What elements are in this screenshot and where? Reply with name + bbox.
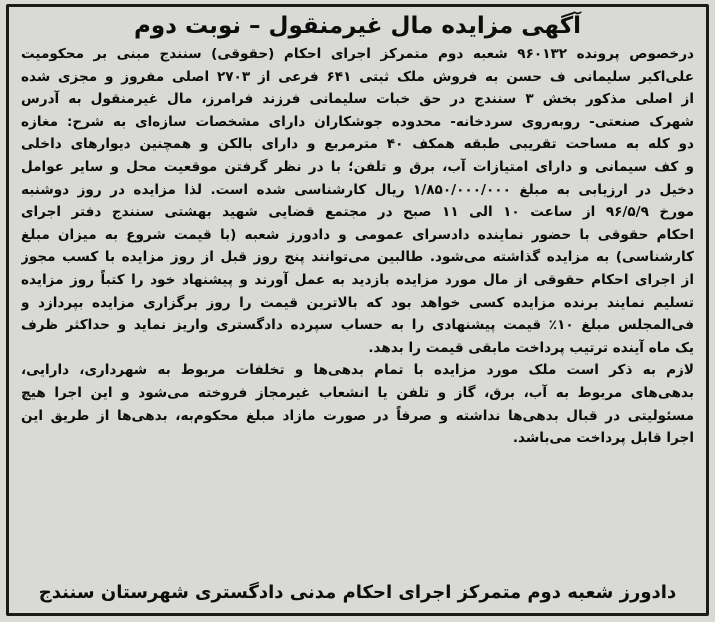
text-line: دو کله به مساحت تقریبی طبقه همکف ۴۰ مترمربع و دارای بالکن و همچنین دیوارهای داخلی bbox=[21, 136, 694, 153]
text-line: مسئولیتی در قبال بدهی‌ها نداشته و صرفاً در صورت مازاد مبلغ محکوم‌به، بدهی‌ها از طریق این bbox=[21, 407, 694, 424]
text-line: از اجرای احکام حقوقی از مال مورد مزایده بازدید به عمل آورند و پیشنهاد خود را کتباً روز مزایده bbox=[21, 271, 694, 288]
text-line: یک ماه آینده ترتیب پرداخت مابقی قیمت را بدهد. bbox=[368, 339, 694, 356]
text-line: دخیل در ارزیابی به مبلغ ۱/۸۵۰/۰۰۰/۰۰۰ ریال کارشناسی شده است. لذا مزایده در روز دوشنبه bbox=[21, 181, 694, 198]
notice-signature: دادورز شعبه دوم متمرکز اجرای احکام مدنی دادگستری شهرستان سنندج bbox=[38, 582, 677, 603]
text-line: لازم به ذکر است ملک مورد مزایده با تمام بدهی‌ها و تخلفات مربوط به شهرداری، دارایی، bbox=[21, 362, 694, 379]
notice-title: آگهی مزایده مال غیرمنقول – نوبت دوم bbox=[134, 13, 581, 39]
text-line: مورخ ۹۶/۵/۹ از ساعت ۱۰ الی ۱۱ صبح در مجتمع قضایی شهید بهشتی سنندج دفتر اجرای bbox=[21, 204, 694, 221]
text-line: کارشناسی) به مزایده گذاشته می‌شود. طالبین می‌توانند پنج روز قبل از روز مزایده با کسب مجوز bbox=[21, 249, 694, 266]
text-line: بدهی‌های مربوط به آب، برق، گاز و تلفن یا انشعاب غیرمجاز فروخته می‌شود و این اجرا هیچ bbox=[21, 384, 694, 401]
text-line: از اصلی مذکور بخش ۳ سنندج در حق خبات سلیمانی فرزند فرامرز، مال غیرمنقول به آدرس bbox=[21, 91, 694, 108]
text-line: علی‌اکبر سلیمانی ف حسن به فروش ملک ثبتی ۶۴۱ فرعی از ۲۷۰۳ اصلی مفروز و مجزی شده bbox=[21, 68, 694, 85]
text-line: فی‌المجلس مبلغ ۱۰٪ قیمت پیشنهادی را به حساب سپرده دادگستری واریز نماید و حداکثر ظرف bbox=[21, 317, 694, 334]
notice-body bbox=[21, 43, 694, 450]
text-line: تسلیم نمایند برنده مزایده کسی خواهد بود که بالاترین قیمت را روز برگزاری مزایده بپردازد و bbox=[21, 294, 694, 311]
notice-paragraph-1 bbox=[21, 43, 694, 359]
text-line: درخصوص پرونده ۹۶۰۱۳۲ شعبه دوم متمرکز اجرای احکام (حقوقی) سنندج مبنی بر محکومیت bbox=[21, 46, 694, 62]
text-line: احکام حقوقی با حضور نماینده دادسرای عمومی و دادورز شعبه (با قیمت شروع به میزان مبلغ bbox=[21, 226, 694, 243]
notice-paragraph-2 bbox=[21, 359, 694, 449]
text-line: شهرک صنعتی- روبه‌روی سردخانه- محدوده جوشکاران دارای مشخصات سازه‌ای به شرح: مغازه bbox=[21, 113, 694, 130]
text-line: اجرا قابل پرداخت می‌باشد. bbox=[512, 430, 694, 447]
text-line: و کف سیمانی و دارای امتیازات آب، برق و تلفن؛ با در نظر گرفتن موقعیت محل و سایر عوامل bbox=[21, 158, 694, 175]
notice-frame bbox=[6, 4, 709, 616]
